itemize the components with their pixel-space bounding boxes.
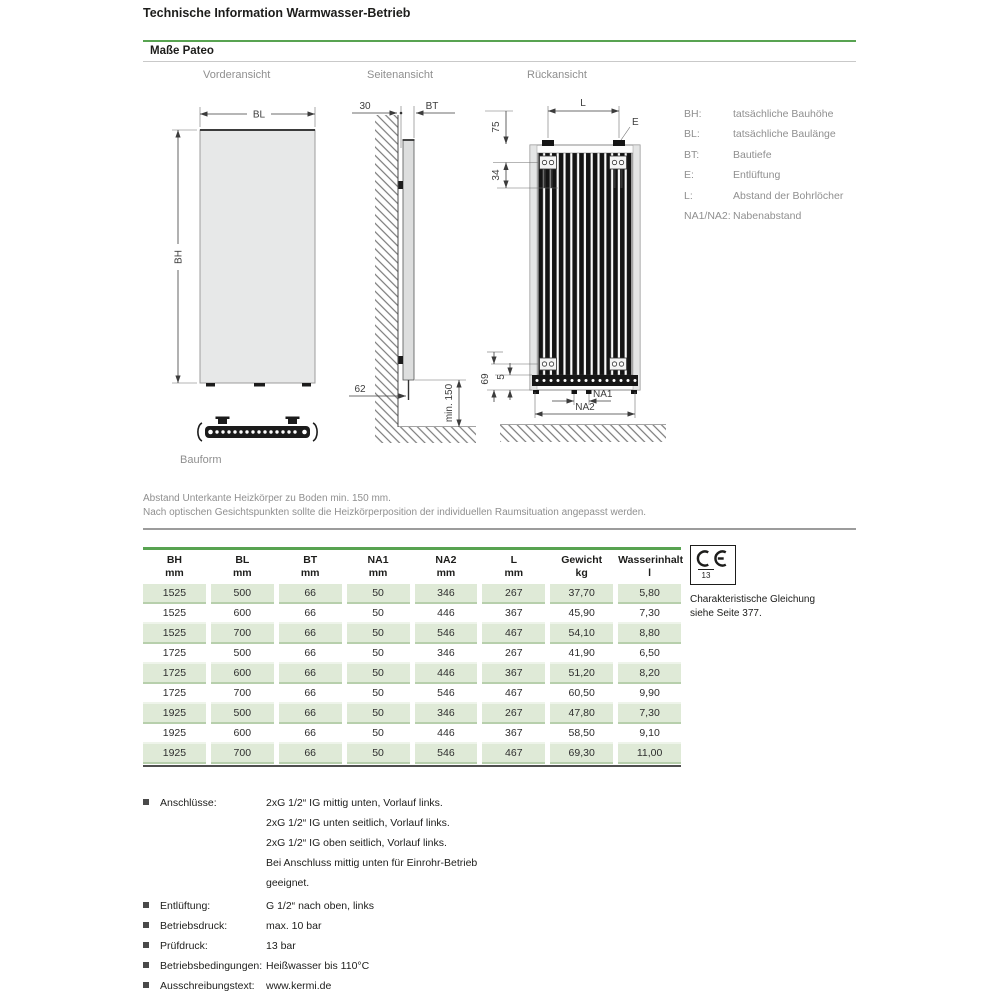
dim-label-bt: BT [425,101,439,112]
table-cell: 446 [415,724,478,744]
spec-item [143,916,703,936]
bullet-square-icon [143,936,160,948]
spec-values [266,793,477,893]
table-cell: 60,50 [550,684,613,704]
column-header: Gewicht kg [561,554,603,579]
legend-description: Abstand der Bohrlöcher [733,189,844,202]
bauform-drawing [180,417,317,467]
table-cell: 1525 [143,604,206,624]
table-cell: 700 [211,744,274,764]
table-cell: 1925 [143,724,206,744]
table-cell: 69,30 [550,744,613,764]
spec-label: Entlüftung: [160,900,211,912]
ce-mark [690,545,736,585]
table-cell: 600 [211,604,274,624]
spec-item [143,936,703,956]
ce-note-line: Charakteristische Gleichung [690,594,816,605]
spec-item [143,956,703,976]
table-cell: 11,00 [618,744,681,764]
column-header: Wasserinhalt l [618,554,684,579]
table-cell: 546 [415,624,478,644]
legend-description: tatsächliche Baulänge [733,128,836,141]
spec-value-line: 13 bar [266,940,296,952]
spec-values [266,976,331,996]
dim-label-5: 5 [496,374,507,380]
spec-label: Prüfdruck: [160,940,208,952]
spec-values [266,956,369,976]
dim-label-34: 34 [491,169,502,181]
table-cell: 346 [415,644,478,664]
table-cell: 8,20 [618,664,681,684]
table-cell: 50 [347,644,410,664]
table-cell: 66 [279,644,342,664]
table-row [143,744,681,764]
spec-item [143,793,703,893]
page-title: Technische Information Warmwasser-Betrieb [143,6,411,20]
table-cell: 546 [415,684,478,704]
table-cell: 5,80 [618,584,681,604]
column-header: BL mm [232,554,252,579]
table-cell: 1525 [143,584,206,604]
column-header: BT mm [300,554,320,579]
table-cell: 1525 [143,624,206,644]
dim-label-69: 69 [480,373,491,385]
legend-term: BL: [684,128,700,141]
table-cell: 7,30 [618,604,681,624]
table-cell: 50 [347,704,410,724]
table-cell: 446 [415,664,478,684]
spec-label: Ausschreibungstext: [160,980,255,992]
dim-label-na1: NA1 [593,389,613,400]
legend-item [684,190,884,203]
spec-value-line: 2xG 1/2“ IG oben seitlich, Vorlauf links. [266,837,447,849]
table-cell: 50 [347,684,410,704]
table-row [143,604,681,624]
table-cell: 467 [482,684,545,704]
table-cell: 500 [211,644,274,664]
dim-label-75: 75 [491,121,502,133]
table-cell: 50 [347,744,410,764]
table-cell: 66 [279,724,342,744]
column-header: BH mm [165,554,184,579]
table-cell: 9,10 [618,724,681,744]
dimensions-table [143,547,684,767]
table-cell: 6,50 [618,644,681,664]
side-view-label: Seitenansicht [367,69,434,81]
spec-values [266,916,321,936]
spec-values [266,936,296,956]
dim-label-bl: BL [252,109,266,121]
bullet-square-icon [143,956,160,968]
legend-term: NA1/NA2: [684,209,731,222]
legend-term: E: [684,169,694,182]
legend-term: BT: [684,148,700,161]
spec-value-line: max. 10 bar [266,920,322,932]
table-cell: 50 [347,624,410,644]
table-cell: 367 [482,724,545,744]
divider-mid [143,528,856,530]
table-cell: 467 [482,744,545,764]
table-cell: 54,10 [550,624,613,644]
table-cell: 66 [279,664,342,684]
table-cell: 58,50 [550,724,613,744]
spec-values [266,896,374,916]
legend-item [684,210,884,223]
legend-item [684,128,884,141]
technical-drawing [143,86,710,478]
table-cell: 500 [211,704,274,724]
dim-label-e: E [632,117,639,128]
spec-value-line: Bei Anschluss mittig unten für Einrohr-Betrieb [266,857,478,869]
table-cell: 41,90 [550,644,613,664]
table-row [143,704,681,724]
legend-term: BH: [684,108,702,120]
table-cell: 9,90 [618,684,681,704]
legend-description: Nabenabstand [733,209,802,222]
ce-icon [696,550,728,567]
spec-value-line: 2xG 1/2“ IG unten seitlich, Vorlauf links. [266,817,450,829]
table-cell: 600 [211,724,274,744]
table-cell: 45,90 [550,604,613,624]
rear-view-drawing [480,98,666,442]
table-row [143,664,681,684]
table-cell: 47,80 [550,704,613,724]
spec-list [143,793,703,996]
table-cell: 37,70 [550,584,613,604]
table-cell: 66 [279,624,342,644]
spec-value-line: 2xG 1/2“ IG mittig unten, Vorlauf links. [266,797,443,809]
bullet-square-icon [143,896,160,908]
dim-label-l: L [580,98,586,109]
table-row [143,724,681,744]
spec-value-line: Heißwasser bis 110°C [266,960,370,972]
dim-label-62: 62 [354,384,366,395]
bullet-square-icon [143,916,160,928]
table-cell: 1925 [143,704,206,724]
placement-note [143,492,646,520]
bauform-label: Bauform [180,454,222,466]
table-cell: 66 [279,584,342,604]
table-cell: 600 [211,664,274,684]
table-cell: 346 [415,704,478,724]
note-line: Abstand Unterkante Heizkörper zu Boden min. 150 mm. [143,493,391,504]
spec-item [143,896,703,916]
table-cell: 66 [279,604,342,624]
dim-label-30: 30 [359,101,371,112]
rear-view-label: Rückansicht [527,69,587,81]
legend-item [684,108,884,121]
section-title: Maße Pateo [150,45,214,57]
table-cell: 267 [482,644,545,664]
legend-description: tatsächliche Bauhöhe [733,108,834,120]
ce-note [690,593,815,620]
divider-thin [143,61,856,62]
table-cell: 367 [482,664,545,684]
spec-label: Betriebsbedingungen: [160,960,263,972]
table-row [143,684,681,704]
legend-term: L: [684,189,693,202]
spec-value-line: www.kermi.de [266,980,332,992]
bullet-square-icon [143,976,160,988]
legend-item [684,169,884,182]
table-cell: 51,20 [550,664,613,684]
front-view-drawing [172,107,315,387]
dim-label-bh: BH [173,250,185,264]
table-cell: 8,80 [618,624,681,644]
table-cell: 50 [347,584,410,604]
bullet-square-icon [143,793,160,805]
table-cell: 7,30 [618,704,681,724]
table-cell: 267 [482,584,545,604]
table-cell: 50 [347,664,410,684]
table-cell: 700 [211,624,274,644]
table-cell: 1725 [143,684,206,704]
table-cell: 50 [347,604,410,624]
table-bottom-border [143,765,681,767]
ce-number: 13 [698,569,714,580]
front-view-label: Vorderansicht [203,69,271,81]
legend-description: Entlüftung [733,169,781,182]
spec-item [143,976,703,996]
table-row [143,644,681,664]
note-line: Nach optischen Gesichtspunkten sollte die Heizkörperposition der individuellen Raumsituation angepasst werden. [143,507,647,518]
table-row [143,624,681,644]
table-cell: 50 [347,724,410,744]
legend-description: Bautiefe [733,148,772,161]
column-header: NA2 mm [435,554,457,579]
spec-value-line: geeignet. [266,877,310,889]
table-cell: 66 [279,684,342,704]
spec-label: Anschlüsse: [160,797,217,809]
spec-label: Betriebsdruck: [160,920,228,932]
table-cell: 346 [415,584,478,604]
legend-item [684,149,884,162]
table-cell: 66 [279,744,342,764]
column-header: NA1 mm [367,554,389,579]
table-cell: 546 [415,744,478,764]
table-cell: 1725 [143,644,206,664]
table-cell: 66 [279,704,342,724]
table-cell: 267 [482,704,545,724]
table-cell: 1725 [143,664,206,684]
spec-value-line: G 1/2“ nach oben, links [266,900,374,912]
table-cell: 1925 [143,744,206,764]
table-cell: 500 [211,584,274,604]
side-view-drawing [349,101,476,443]
table-header-row [143,550,681,584]
dimension-legend [684,108,884,230]
table-cell: 700 [211,684,274,704]
table-cell: 367 [482,604,545,624]
dim-label-na2: NA2 [575,402,595,413]
divider-green [143,40,856,42]
table-cell: 467 [482,624,545,644]
table-row [143,584,681,604]
ce-note-line: siehe Seite 377. [690,607,762,619]
dim-label-min150: min. 150 [444,383,455,423]
table-cell: 446 [415,604,478,624]
column-header: L mm [504,554,524,579]
